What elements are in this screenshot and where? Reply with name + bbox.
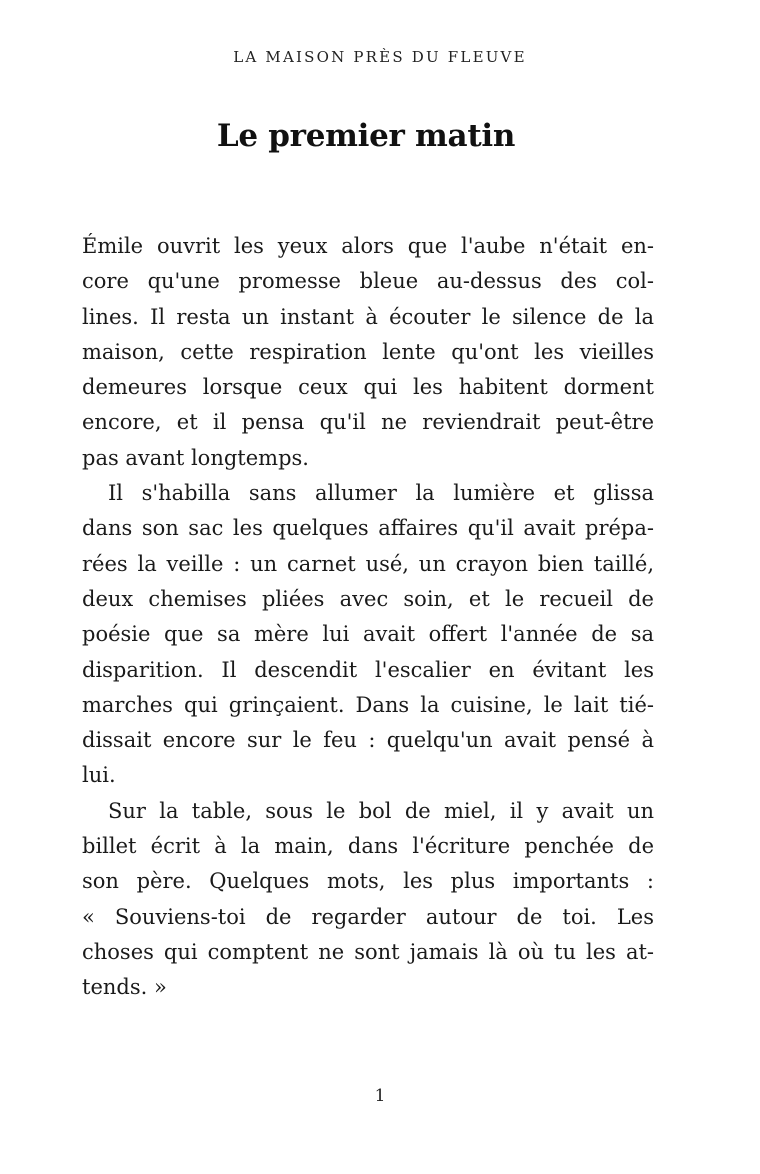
text-line: demeures lorsque ceux qui les habitent dorment xyxy=(82,375,654,400)
text-line: son père. Quelques mots, les plus importants : xyxy=(82,869,654,894)
text-line: lui. xyxy=(82,763,116,788)
paragraph xyxy=(82,229,654,476)
running-header: LA MAISON PRÈS DU FLEUVE xyxy=(233,48,527,66)
text-line: Sur la table, sous le bol de miel, il y avait un xyxy=(108,798,654,823)
text-line: « Souviens-toi de regarder autour de toi. Les xyxy=(82,904,654,929)
text-line: dans son sac les quelques affaires qu'il avait prépa- xyxy=(82,516,654,541)
text-line: maison, cette respiration lente qu'ont les vieilles xyxy=(82,339,654,364)
text-line: encore, et il pensa qu'il ne reviendrait peut-être xyxy=(82,410,654,435)
body-text xyxy=(82,229,654,1006)
text-line: pas avant longtemps. xyxy=(82,445,309,470)
text-line: billet écrit à la main, dans l'écriture penchée de xyxy=(82,834,654,859)
text-line: Émile ouvrit les yeux alors que l'aube n'était en- xyxy=(82,234,654,258)
text-line: deux chemises pliées avec soin, et le recueil de xyxy=(82,586,654,611)
page-number: 1 xyxy=(374,1086,386,1106)
paragraph xyxy=(82,794,654,1006)
text-line: marches qui grinçaient. Dans la cuisine, le lait tié- xyxy=(82,692,654,717)
text-line: lines. Il resta un instant à écouter le silence de la xyxy=(82,304,654,329)
paragraph xyxy=(82,476,654,794)
text-line: poésie que sa mère lui avait offert l'année de sa xyxy=(82,622,654,647)
chapter-title: Le premier matin xyxy=(216,118,516,154)
text-line: Il s'habilla sans allumer la lumière et glissa xyxy=(108,481,654,506)
text-line: rées la veille : un carnet usé, un crayon bien taillé, xyxy=(82,551,654,576)
text-line: tends. » xyxy=(82,975,167,1000)
text-line: dissait encore sur le feu : quelqu'un avait pensé à xyxy=(82,728,654,753)
text-line: core qu'une promesse bleue au-dessus des col- xyxy=(82,269,654,294)
text-line: disparition. Il descendit l'escalier en évitant les xyxy=(82,657,654,682)
text-line: choses qui comptent ne sont jamais là où tu les at- xyxy=(82,939,654,964)
